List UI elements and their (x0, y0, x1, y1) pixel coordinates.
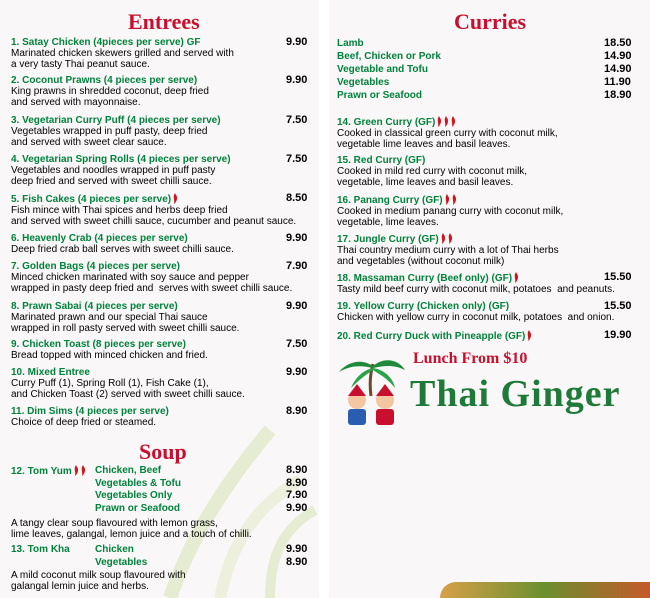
menu-item-price: 9.90 (286, 300, 308, 312)
chili-icon (526, 330, 532, 341)
menu-item (337, 155, 527, 188)
menu-item (11, 115, 221, 148)
menu-item (11, 193, 296, 227)
menu-item-desc: Marinated prawn and our special Thai sauce wrapped in roll pasty served with sweet chilli sauce. (11, 312, 240, 334)
soup-option: Chicken, Beef (95, 465, 162, 476)
menu-item-name: 6. Heavenly Crab (4 pieces per serve) (11, 233, 188, 244)
menu-item-name: 2. Coconut Prawns (4 pieces per serve) (11, 75, 198, 86)
menu-item-price: 7.50 (286, 114, 308, 126)
chili-icon (450, 116, 456, 127)
menu-item-desc: Vegetables wrapped in puff pasty, deep fried and served with sweet clear sauce. (11, 126, 208, 148)
menu-item-name: 11. Dim Sims (4 pieces per serve) (11, 406, 169, 417)
menu-item-desc: Vegetables and noodles wrapped in puff pasty deep fried and served with sweet chilli sauce. (11, 165, 216, 187)
menu-item-desc: King prawns in shredded coconut, deep fried and served with mayonnaise. (11, 86, 209, 108)
chili-icon (440, 233, 446, 244)
soup-option-price: 8.90 (286, 555, 308, 568)
menu-item (337, 330, 532, 342)
menu-item-price: 8.90 (286, 405, 308, 417)
menu-item-name: 20. Red Curry Duck with Pineapple (GF) (337, 331, 526, 342)
lunch-banner: Lunch From $10 (413, 350, 528, 367)
curry-meat-option: Beef, Chicken or Pork (337, 51, 441, 62)
menu-item (337, 194, 563, 228)
chili-icon (443, 116, 449, 127)
panel-gap (319, 0, 329, 598)
menu-item (337, 233, 559, 267)
soup-option-price: 8.90 (286, 464, 308, 476)
soup-option: Vegetables (95, 556, 148, 568)
menu-item-desc: Thai country medium curry with a lot of Thai herbs and vegetables (without coconut milk) (337, 245, 559, 267)
chili-icon (80, 465, 86, 476)
curry-meat-option: Lamb (337, 38, 364, 49)
menu-item-price: 9.90 (286, 74, 308, 86)
menu-item (11, 367, 245, 400)
curry-meat-option: Vegetables (337, 77, 390, 88)
menu-item-name: 5. Fish Cakes (4 pieces per serve) (11, 194, 172, 205)
menu-item-price: 15.50 (604, 271, 632, 283)
menu-item-name: 18. Massaman Curry (Beef only) (GF) (337, 273, 513, 284)
menu-item (11, 154, 231, 187)
menu-item-desc: Cooked in classical green curry with coconut milk, vegetable lime leaves and basil leaves. (337, 128, 558, 150)
thai-couple-palm-logo-icon (333, 356, 409, 428)
tom-kha-desc: A mild coconut milk soup flavoured with galangal lemin juice and herbs. (11, 570, 186, 592)
menu-item-name: 1. Satay Chicken (4pieces per serve) GF (11, 37, 201, 48)
curries-heading: Curries (454, 9, 527, 34)
menu-item-desc: Cooked in mild red curry with coconut milk, vegetable, lime leaves and basil leaves. (337, 166, 528, 188)
chili-icon (447, 233, 453, 244)
menu-item-name: 10. Mixed Entree (11, 367, 90, 378)
menu-item-name: 15. Red Curry (GF) (337, 155, 426, 166)
tom-yum-desc: A tangy clear soup flavoured with lemon grass, lime leaves, galangal, lemon juice and a touch of chilli. (11, 518, 252, 540)
soup-option-price: 9.90 (286, 501, 308, 514)
menu-item (11, 261, 292, 294)
tom-kha-title (11, 544, 70, 555)
menu-item-desc: Fish mince with Thai spices and herbs deep fried and served with sweet chilli sauce, cucumber and peanut sauce. (11, 205, 297, 227)
menu-item-name: 3. Vegetarian Curry Puff (4 pieces per serve) (11, 115, 221, 126)
curry-meat-price: 18.90 (604, 89, 632, 101)
menu-item-desc: Deep fried crab ball serves with sweet chilli sauce. (11, 244, 234, 255)
menu-item (11, 406, 169, 428)
tom-kha-name: 13. Tom Kha (11, 544, 70, 555)
brand-name: Thai Ginger (410, 373, 621, 415)
menu-item (337, 272, 615, 295)
menu-item (11, 37, 234, 70)
menu-item-desc: Marinated chicken skewers grilled and served with a very tasty Thai peanut sauce. (11, 48, 234, 70)
menu-item-name: 19. Yellow Curry (Chicken only) (GF) (337, 301, 510, 312)
menu-item-desc: Cooked in medium panang curry with coconut milk, vegetable, lime leaves. (337, 206, 564, 228)
menu-item-price: 9.90 (286, 36, 308, 48)
menu-item-name: 17. Jungle Curry (GF) (337, 234, 439, 245)
menu-item-name: 4. Vegetarian Spring Rolls (4 pieces per serve) (11, 154, 231, 165)
menu-item-desc: Chicken with yellow curry in coconut milk, potatoes and onion. (337, 312, 615, 323)
menu-item-desc: Minced chicken marinated with soy sauce and pepper wrapped in pasty deep fried and serves with sweet chilli sauce. (11, 272, 293, 294)
menu-item-name: 16. Panang Curry (GF) (337, 195, 443, 206)
curry-meat-price: 14.90 (604, 50, 632, 62)
menu-item-desc: Bread topped with minced chicken and fried. (11, 350, 208, 361)
menu-item-price: 9.90 (286, 232, 308, 244)
menu-item-name: 9. Chicken Toast (8 pieces per serve) (11, 339, 186, 350)
menu-item (11, 75, 209, 108)
menu-item-name: 14. Green Curry (GF) (337, 117, 436, 128)
menu-item-desc: Tasty mild beef curry with coconut milk, potatoes and peanuts. (337, 284, 615, 295)
food-photo-corner (440, 582, 650, 598)
menu-item (11, 233, 234, 255)
soup-option: Chicken (95, 544, 134, 555)
chili-icon (436, 116, 442, 127)
chili-icon (172, 193, 178, 204)
menu-item (337, 116, 558, 150)
menu-item-name: 7. Golden Bags (4 pieces per serve) (11, 261, 180, 272)
curry-meat-price: 18.50 (604, 37, 632, 49)
soup-option-price: 9.90 (286, 543, 308, 555)
tom-yum-title (11, 465, 86, 477)
chili-icon (451, 194, 457, 205)
menu-item-price: 7.50 (286, 153, 308, 165)
menu-item (11, 339, 208, 361)
entrees-heading: Entrees (128, 9, 200, 34)
soup-option: Vegetables & Tofu (95, 477, 181, 489)
menu-item (337, 301, 614, 323)
soup-option: Vegetables Only (95, 490, 173, 501)
menu-item-name: 8. Prawn Sabai (4 pieces per serve) (11, 301, 178, 312)
soup-heading: Soup (139, 439, 187, 464)
menu-item-price: 7.90 (286, 260, 308, 272)
soup-option: Prawn or Seafood (95, 502, 181, 514)
curry-meat-option: Prawn or Seafood (337, 90, 423, 101)
menu-item-desc: Curry Puff (1), Spring Roll (1), Fish Cake (1), and Chicken Toast (2) served with sweet chilli sauce. (11, 378, 245, 400)
soup-option-price: 7.90 (286, 489, 308, 501)
curry-meat-price: 11.90 (604, 76, 631, 88)
curry-meat-option: Vegetable and Tofu (337, 64, 428, 75)
menu-item-price: 8.50 (286, 192, 308, 204)
chili-icon (444, 194, 450, 205)
menu-item-price: 15.50 (604, 300, 632, 312)
soup-option-price: 8.90 (286, 476, 308, 489)
chili-icon (513, 272, 519, 283)
chili-rating (72, 466, 86, 477)
menu-item-desc: Choice of deep fried or steamed. (11, 417, 157, 428)
tom-yum-name: 12. Tom Yum (11, 466, 72, 477)
menu-item-price: 9.90 (286, 366, 308, 378)
menu-item (11, 301, 239, 334)
curry-meat-price: 14.90 (604, 63, 632, 75)
chili-icon (73, 465, 79, 476)
menu-item-price: 19.90 (604, 329, 632, 341)
menu-item-price: 7.50 (286, 338, 308, 350)
